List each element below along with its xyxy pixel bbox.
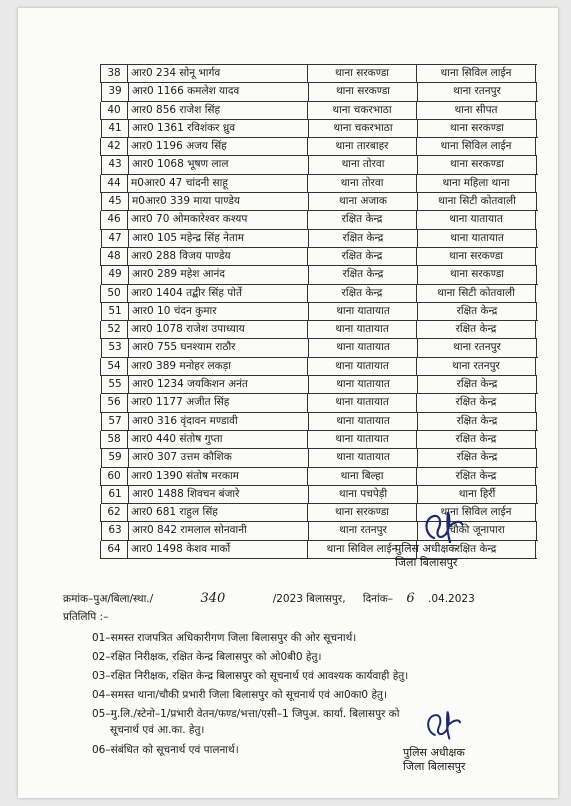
employee-name-cell: आर0 307 उत्तम कौशिक — [128, 449, 308, 466]
table-row — [100, 211, 537, 229]
from-station-cell: थाना सरकण्डा — [307, 65, 416, 82]
to-station-cell: थाना रतनपुर — [416, 358, 536, 375]
signature-district: जिला बिलासपुर — [403, 760, 466, 773]
employee-name-cell: आर0 1498 केशव मार्को — [127, 541, 307, 558]
table-row — [101, 339, 538, 357]
serial-number-cell: 48 — [100, 248, 127, 265]
to-station-cell: रक्षित केन्द्र — [417, 303, 537, 320]
to-station-cell: थाना महिला थाना — [416, 175, 536, 192]
to-station-cell: थाना यातायात — [416, 211, 536, 228]
copy-line-6: 06–संबंधित को सूचनार्थ एवं पालनार्थ। — [92, 744, 239, 756]
serial-number-cell: 56 — [100, 394, 127, 411]
to-station-cell: रक्षित केन्द्र — [417, 449, 537, 466]
from-station-cell: रक्षित केन्द्र — [307, 285, 416, 302]
table-row — [100, 468, 537, 486]
serial-number-cell: 41 — [101, 120, 128, 137]
to-station-cell: चौकी जूनापारा — [417, 522, 537, 539]
to-station-cell: रक्षित केन्द्र — [416, 431, 536, 448]
to-station-cell: थाना यातायात — [417, 230, 537, 247]
serial-number-cell: 43 — [101, 156, 128, 173]
from-station-cell: रक्षित केन्द्र — [307, 211, 416, 228]
copy-line-1: 01–समस्त राजपत्रित अधिकारीगण जिला बिलासपुर की ओर सूचनार्थ। — [92, 632, 357, 644]
order-number: 340 — [200, 591, 226, 606]
serial-number-cell: 47 — [101, 230, 128, 247]
serial-number-cell: 50 — [100, 285, 127, 302]
serial-number-cell: 60 — [100, 468, 127, 485]
order-prefix: क्रमांक–पुअ/बिला/स्था./ — [63, 593, 154, 605]
to-station-cell: थाना सिविल लाईन — [416, 138, 536, 155]
table-row — [101, 156, 538, 174]
table-row — [101, 486, 538, 504]
serial-number-cell: 63 — [101, 522, 128, 539]
employee-name-cell: आर0 1390 संतोष मरकाम — [127, 468, 307, 485]
copy-line-2: 02–रक्षित निरीक्षक, रक्षित केन्द्र बिलासपुर को ओ0बी0 हेतु। — [92, 651, 322, 663]
from-station-cell: थाना यातायात — [308, 303, 417, 320]
from-station-cell: थाना तारबाहर — [307, 138, 416, 155]
from-station-cell: थाना सरकण्डा — [307, 504, 416, 521]
employee-name-cell: आर0 1196 अजय सिंह — [127, 138, 307, 155]
to-station-cell: थाना सिटी कोतवाली — [416, 285, 536, 302]
to-station-cell: थाना सरकण्डा — [417, 156, 537, 173]
employee-name-cell: म0आर0 47 चांदनी साहू — [127, 175, 307, 192]
serial-number-cell: 45 — [101, 193, 128, 210]
from-station-cell: थाना यातायात — [307, 431, 416, 448]
employee-name-cell: आर0 234 सोनू भार्गव — [127, 65, 307, 82]
employee-name-cell: आर0 289 महेश आनंद — [128, 266, 308, 283]
employee-name-cell: आर0 440 संतोष गुप्ता — [127, 431, 307, 448]
employee-name-cell: आर0 1404 तद्बीर सिंह पोर्ते — [127, 285, 307, 302]
employee-name-cell: आर0 681 राहुल सिंह — [127, 504, 307, 521]
copy-line-3: 03–रक्षित निरीक्षक, रक्षित केन्द्र बिलासपुर को सूचनार्थ एवं आवश्यक कार्यवाही हेतु। — [92, 670, 409, 682]
employee-name-cell: आर0 1177 अजीत सिंह — [127, 394, 307, 411]
copy-line-5: 05–मु.लि./स्टेनो–1/प्रभारी वेतन/फण्ड/भत्ता/एसी–1 जिपुअ. कार्या. बिलासपुर को — [92, 708, 400, 720]
serial-number-cell: 54 — [100, 358, 127, 375]
to-station-cell: रक्षित केन्द्र — [417, 376, 537, 393]
serial-number-cell: 39 — [101, 83, 128, 100]
employee-name-cell: आर0 1078 राजेश उपाध्याय — [127, 321, 307, 338]
serial-number-cell: 42 — [100, 138, 127, 155]
employee-name-cell: आर0 856 राजेश सिंह — [127, 102, 307, 119]
to-station-cell: थाना सिटी कोतवाली — [417, 193, 537, 210]
table-row — [100, 541, 537, 559]
table-row — [100, 358, 537, 376]
serial-number-cell: 51 — [101, 303, 128, 320]
serial-number-cell: 58 — [100, 431, 127, 448]
serial-number-cell: 61 — [101, 486, 128, 503]
copy-label: प्रतिलिपि :– — [63, 611, 109, 623]
employee-name-cell: आर0 1166 कमलेश यादव — [128, 83, 308, 100]
to-station-cell: रक्षित केन्द्र — [416, 541, 536, 558]
employee-name-cell: आर0 389 मनोहर लकड़ा — [127, 358, 307, 375]
signature-district: जिला बिलासपुर — [395, 556, 458, 569]
to-station-cell: थाना रतनपुर — [417, 83, 537, 100]
table-row — [100, 65, 537, 83]
serial-number-cell: 55 — [101, 376, 128, 393]
table-row — [100, 248, 537, 266]
serial-number-cell: 62 — [100, 504, 127, 521]
employee-name-cell: आर0 1488 शिवचन बंजारे — [128, 486, 308, 503]
to-station-cell: थाना सिविल लाईन — [416, 65, 536, 82]
from-station-cell: थाना पचपेड़ी — [308, 486, 417, 503]
employee-name-cell: आर0 70 ओमकारेश्वर कश्यप — [127, 211, 307, 228]
employee-name-cell: आर0 1234 जयकिशन अनंत — [128, 376, 308, 393]
to-station-cell: थाना सीपत — [416, 102, 536, 119]
table-row — [100, 285, 537, 303]
table-row — [100, 138, 537, 156]
table-row — [101, 522, 538, 540]
signature-title: पुलिस अधीक्षक — [403, 746, 465, 759]
table-row — [101, 449, 538, 467]
serial-number-cell: 40 — [100, 102, 127, 119]
table-row — [100, 504, 537, 522]
order-date-label: दिनांक– — [362, 593, 394, 605]
serial-number-cell: 44 — [100, 175, 127, 192]
to-station-cell: थाना हिर्री — [417, 486, 537, 503]
from-station-cell: थाना रतनपुर — [308, 522, 417, 539]
order-year-place: /2023 बिलासपुर, — [272, 593, 346, 605]
from-station-cell: थाना यातायात — [308, 339, 417, 356]
to-station-cell: थाना सरकण्डा — [417, 266, 537, 283]
from-station-cell: थाना यातायात — [308, 449, 417, 466]
order-day: 6 — [406, 591, 415, 606]
employee-name-cell: म0आर0 339 माया पाण्डेय — [128, 193, 308, 210]
table-row — [101, 303, 538, 321]
employee-name-cell: आर0 1361 रविशंकर ध्रुव — [128, 120, 308, 137]
from-station-cell: थाना सरकण्डा — [308, 83, 417, 100]
signature-block-bottom — [403, 746, 465, 774]
signature-title: पुलिस अधीक्षक — [395, 542, 457, 555]
order-line — [63, 591, 475, 606]
to-station-cell: थाना सरकण्डा — [417, 120, 537, 137]
table-row — [100, 321, 537, 339]
employee-name-cell: आर0 842 रामलाल सोनवानी — [128, 522, 308, 539]
to-station-cell: थाना रतनपुर — [417, 339, 537, 356]
from-station-cell: थाना चकरभाठा — [308, 120, 417, 137]
copy-line-4: 04–समस्त थाना/चौकी प्रभारी जिला बिलासपुर को सूचनार्थ एवं आ0का0 हेतु। — [92, 689, 387, 701]
from-station-cell: थाना यातायात — [308, 413, 417, 430]
from-station-cell: थाना यातायात — [307, 321, 416, 338]
employee-name-cell: आर0 10 चंदन कुमार — [128, 303, 308, 320]
serial-number-cell: 38 — [100, 65, 127, 82]
serial-number-cell: 59 — [101, 449, 128, 466]
employee-name-cell: आर0 105 महेन्द्र सिंह नेताम — [128, 230, 308, 247]
from-station-cell: थाना तोरवा — [307, 175, 416, 192]
table-row — [100, 175, 537, 193]
serial-number-cell: 52 — [100, 321, 127, 338]
from-station-cell: थाना सिविल लाईन — [307, 541, 416, 558]
from-station-cell: थाना यातायात — [307, 358, 416, 375]
from-station-cell: थाना चकरभाठा — [307, 102, 416, 119]
serial-number-cell: 46 — [100, 211, 127, 228]
employee-name-cell: आर0 316 वृंदावन मण्डावी — [128, 413, 308, 430]
from-station-cell: थाना यातायात — [308, 376, 417, 393]
table-row — [100, 102, 537, 120]
serial-number-cell: 57 — [101, 413, 128, 430]
table-row — [101, 376, 538, 394]
signature-icon — [422, 708, 464, 744]
employee-name-cell: आर0 1068 भूषण लाल — [128, 156, 308, 173]
employee-name-cell: आर0 755 घनश्याम राठौर — [128, 339, 308, 356]
order-date-rest: .04.2023 — [428, 593, 475, 605]
from-station-cell: रक्षित केन्द्र — [307, 248, 416, 265]
table-row — [101, 266, 538, 284]
copy-line-5-cont: सूचनार्थ एवं आ.का. हेतु। — [110, 724, 205, 736]
from-station-cell: रक्षित केन्द्र — [308, 266, 417, 283]
table-row — [101, 413, 538, 431]
from-station-cell: थाना यातायात — [307, 394, 416, 411]
serial-number-cell: 53 — [101, 339, 128, 356]
table-row — [100, 394, 537, 412]
from-station-cell: रक्षित केन्द्र — [308, 230, 417, 247]
to-station-cell: रक्षित केन्द्र — [417, 413, 537, 430]
to-station-cell: रक्षित केन्द्र — [416, 394, 536, 411]
table-row — [101, 120, 538, 138]
to-station-cell: रक्षित केन्द्र — [416, 321, 536, 338]
from-station-cell: थाना बिल्हा — [307, 468, 416, 485]
signature-block-top — [395, 542, 457, 570]
table-row — [101, 230, 538, 248]
from-station-cell: थाना अजाक — [308, 193, 417, 210]
transfer-table — [100, 64, 537, 559]
document-page — [18, 8, 558, 798]
to-station-cell: थाना सरकण्डा — [416, 248, 536, 265]
to-station-cell: थाना सिविल लाईन — [416, 504, 536, 521]
serial-number-cell: 64 — [100, 541, 127, 558]
to-station-cell: रक्षित केन्द्र — [416, 468, 536, 485]
table-row — [101, 193, 538, 211]
table-row — [100, 431, 537, 449]
serial-number-cell: 49 — [101, 266, 128, 283]
employee-name-cell: आर0 288 विजय पाण्डेय — [127, 248, 307, 265]
from-station-cell: थाना तोरवा — [308, 156, 417, 173]
table-row — [101, 83, 538, 101]
